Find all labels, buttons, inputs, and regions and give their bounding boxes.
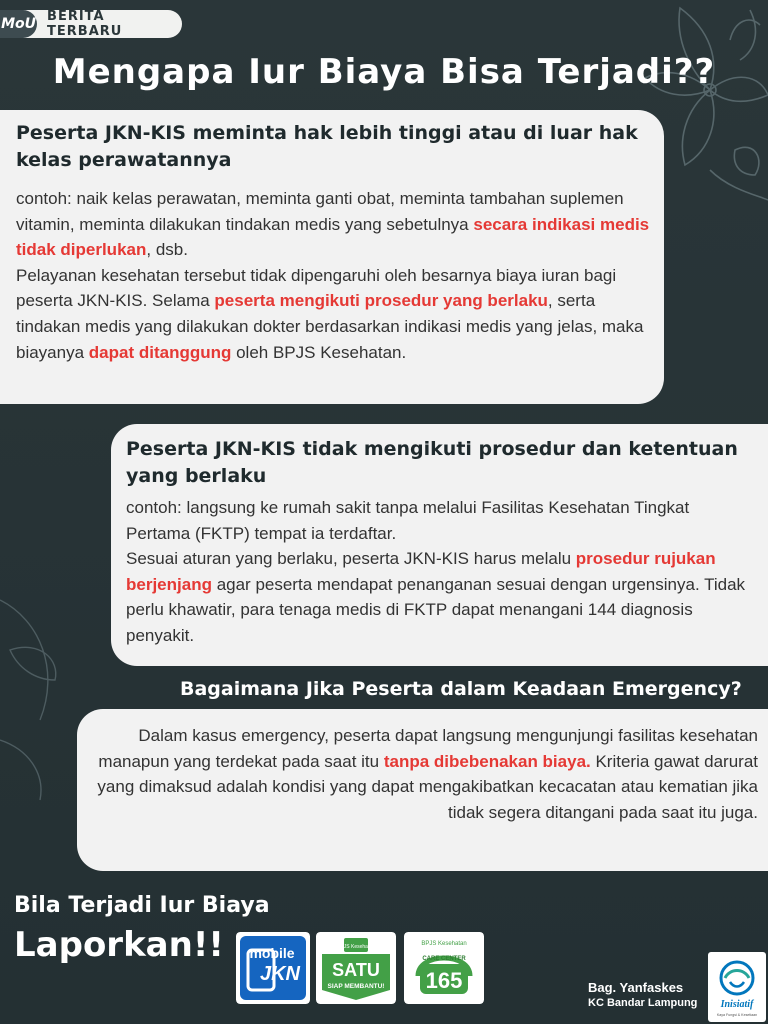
inisiatif-tagline: Kaya Fungsi & Kesetiaan bbox=[716, 1013, 758, 1017]
report-line-1: Bila Terjadi Iur Biaya bbox=[14, 893, 270, 918]
logo-text-mobile: mobile bbox=[249, 945, 295, 961]
card-heading: Peserta JKN-KIS tidak mengikuti prosedur dan ketentuan yang berlaku bbox=[126, 438, 738, 487]
badge-label: BERITA TERBARU bbox=[47, 9, 123, 39]
footer-org-line-1: Bag. Yanfaskes bbox=[588, 980, 684, 995]
body-text: Dalam kasus emergency, peserta dapat langsung mengunjungi fasilitas kesehatan manapun yang terdekat pada saat itu bbox=[98, 726, 758, 771]
highlighted-text: tanpa dibebenakan biaya. bbox=[383, 751, 591, 771]
logo-text-bpjs: BPJS Kesehatan bbox=[421, 941, 467, 947]
inisiatif-logo bbox=[708, 952, 766, 1022]
mou-logo: MoU bbox=[0, 10, 37, 38]
card-body bbox=[87, 723, 758, 825]
logo-text-jkn: JKN bbox=[259, 963, 301, 985]
satu-logo bbox=[316, 932, 396, 1004]
logo-text-care-center: CARE CENTER bbox=[422, 956, 466, 962]
logo-text-satu: SATU bbox=[332, 960, 380, 980]
page-title: Mengapa Iur Biaya Bisa Terjadi?? bbox=[52, 52, 716, 92]
body-text: , serta tindakan medis yang dilakukan dokter berdasarkan indikasi medis yang jelas, maka biayanya bbox=[16, 291, 644, 362]
card-emergency bbox=[77, 709, 768, 871]
care-center-logo bbox=[404, 932, 484, 1004]
body-text: agar peserta mendapat penanganan sesuai dengan urgensinya. Tidak perlu khawatir, para tenaga medis di FKTP dapat menangani 144 diagnosis penyakit. bbox=[126, 574, 746, 645]
footer-org bbox=[588, 980, 697, 1009]
logo-text-bpjs: BPJS Kesehatan bbox=[337, 944, 375, 950]
card-higher-class bbox=[0, 110, 664, 404]
card-procedure bbox=[111, 424, 768, 666]
logo-text-siap: SIAP MEMBANTU! bbox=[327, 983, 385, 990]
news-badge bbox=[0, 10, 182, 38]
highlighted-text: dapat ditanggung bbox=[88, 342, 232, 362]
inisiatif-logo-text: Inisiatif bbox=[720, 999, 754, 1010]
footer-org-line-2: KC Bandar Lampung bbox=[588, 997, 698, 1009]
report-line-2: Laporkan!! bbox=[14, 925, 224, 965]
body-text: contoh: naik kelas perawatan, meminta ganti obat, meminta tambahan suplemen vitamin, meminta dilakukan tindakan medis yang sebetulnya bbox=[16, 189, 624, 234]
highlighted-text: peserta mengikuti prosedur yang berlaku bbox=[214, 291, 548, 311]
mobile-jkn-logo bbox=[236, 932, 310, 1004]
emergency-heading: Bagaimana Jika Peserta dalam Keadaan Emergency? bbox=[180, 678, 742, 700]
logo-text-165: 165 bbox=[425, 968, 463, 993]
card-body bbox=[126, 495, 752, 649]
highlighted-text: secara indikasi medis tidak diperlukan bbox=[16, 214, 650, 260]
card-body bbox=[16, 186, 650, 365]
card-heading: Peserta JKN-KIS meminta hak lebih tinggi atau di luar hak kelas perawatannya bbox=[16, 122, 638, 171]
body-text: Pelayanan kesehatan tersebut tidak dipengaruhi oleh besarnya biaya iuran bagi peserta JKN-KIS. Selama bbox=[16, 265, 617, 311]
body-text: , dsb. bbox=[146, 240, 188, 260]
highlighted-text: prosedur rujukan berjenjang bbox=[126, 549, 716, 594]
body-text: Sesuai aturan yang berlaku, peserta JKN-KIS harus melalu bbox=[126, 549, 576, 569]
body-text: oleh BPJS Kesehatan. bbox=[231, 342, 407, 362]
body-text: Kriteria gawat darurat yang dimaksud adalah kondisi yang dapat mengakibatkan kecacatan atau kematian jika tidak segera ditangani pada saat itu juga. bbox=[97, 751, 758, 822]
body-text: contoh: langsung ke rumah sakit tanpa melalui Fasilitas Kesehatan Tingkat Pertama (FKTP) tempat ia terdaftar. bbox=[126, 498, 690, 543]
